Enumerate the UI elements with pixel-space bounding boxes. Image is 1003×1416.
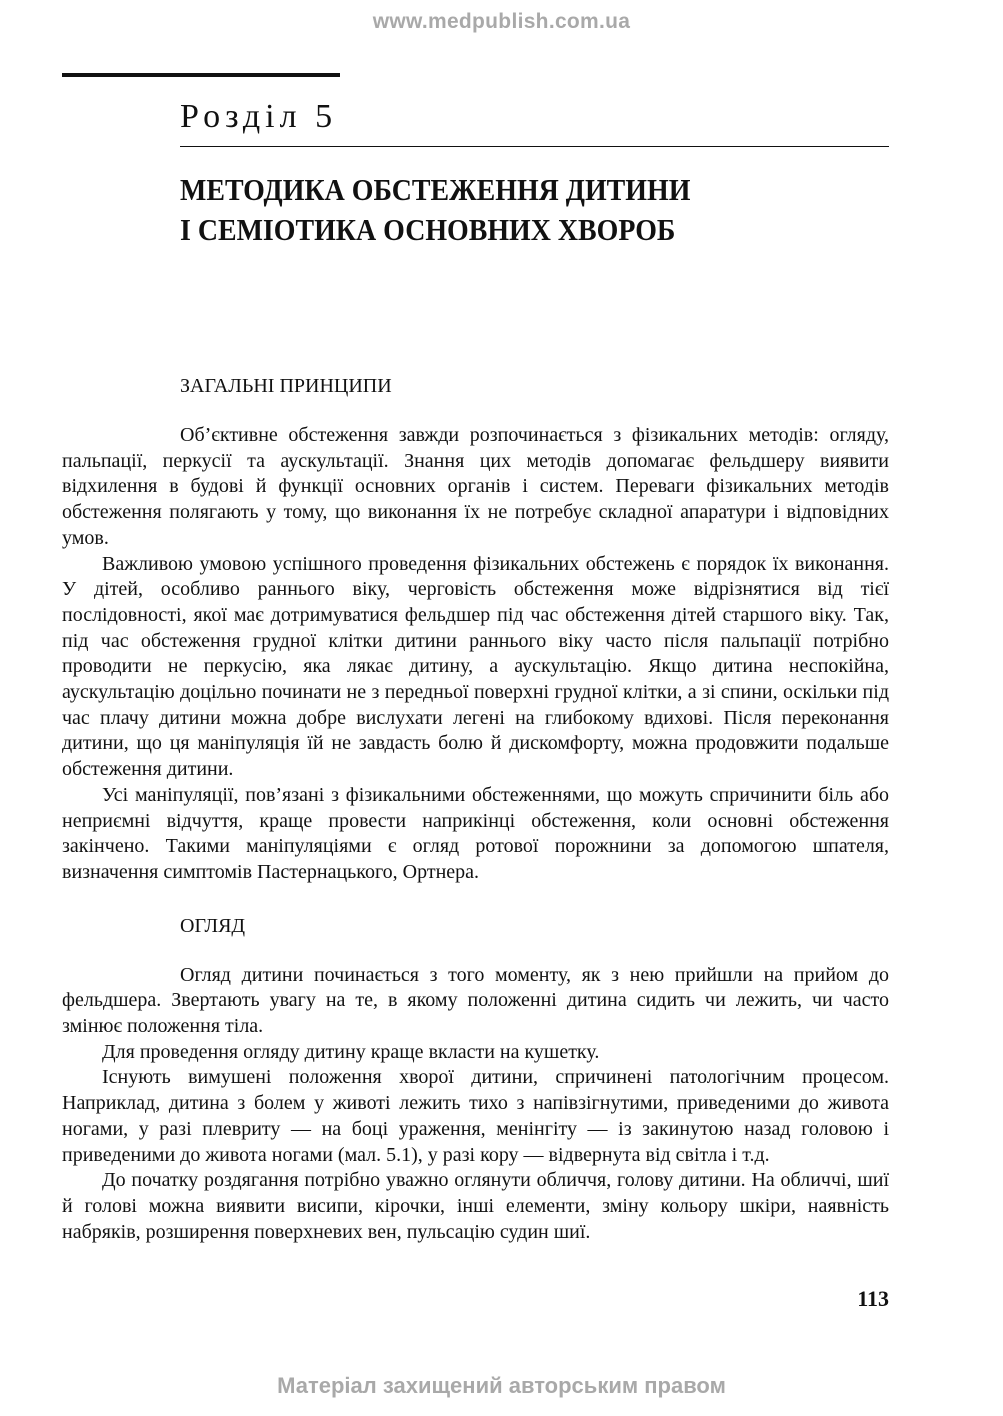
page-number: 113 xyxy=(857,1286,889,1311)
paragraph: Важливою умовою успішного проведення фізикальних обстежень є порядок їх виконання. У дітей, особливо раннього віку, черговість обстеження може відрізнятися від тієї послідовності, якої має дотримуватися фельдшер під час обстеження дітей старшого віку. Так, під час обстеження грудної клітки дитини раннього віку часто після пальпації потрібно проводити не перкусію, яка лякає дитину, а аускультацію. Якщо дитина неспокійна, аускультацію доцільно починати не з передньої поверхні грудної клітки, а зі спини, оскільки під час плачу дитини можна добре вислухати легені на глибокому вдихові. Після переконання дитини, що ця маніпуляція їй не завдасть болю й дискомфорту, можна продовжити подальше обстеження дитини. xyxy=(62,552,889,781)
chapter-title-line: І СЕМІОТИКА ОСНОВНИХ ХВОРОБ xyxy=(180,212,676,247)
footer-watermark: Матеріал захищений авторським правом xyxy=(277,1373,726,1398)
header-watermark: www.medpublish.com.ua xyxy=(372,10,631,33)
paragraph: До початку роздягання потрібно уважно оглянути обличчя, голову дитини. На обличчі, шиї й голові можна виявити висипи, кірочки, інші елементи, зміну кольору шкіри, наявність набряків, розширення поверхневих вен, пульсацію судин шиї. xyxy=(62,1169,889,1243)
paragraph: Для проведення огляду дитину краще вкласти на кушетку. xyxy=(102,1040,600,1063)
chapter-title xyxy=(180,170,818,250)
paragraph: Існують вимушені положення хворої дитини, спричинені патологічним процесом. Наприклад, дитина з болем у животі лежить тихо з напівзігнутими, приведеними до живота ногами, у разі плевриту — на боці ураження, менінгіту — із закинутою назад головою і приведеними до живота ногами (мал. 5.1), у разі кору — відвернута від світла і т.д. xyxy=(62,1066,889,1166)
paragraph: Об’єктивне обстеження завжди розпочинається з фізикальних методів: огляду, пальпації, перкусії та аускультації. Знання цих методів допомагає фельдшеру виявити відхилення в будові й функції основних органів і систем. Переваги фізикальних методів обстеження полягають у тому, що виконання їх не потребує складної апаратури і відповідних умов. xyxy=(62,424,889,549)
paragraph: Усі маніпуляції, пов’язані з фізикальними обстеженнями, що можуть спричинити біль або неприємні відчуття, краще провести наприкінці обстеження, коли основні обстеження закінчено. Такими маніпуляціями є огляд ротової порожнини за допомогою шпателя, визначення симптомів Пастернацького, Ортнера. xyxy=(62,783,889,883)
chapter-top-rule xyxy=(62,73,340,77)
chapter-label: Розділ 5 xyxy=(180,98,338,135)
section-heading: ЗАГАЛЬНІ ПРИНЦИПИ xyxy=(180,375,392,397)
paragraph: Огляд дитини починається з того моменту, як з нею прийшли на прийом до фельдшера. Звертають увагу на те, в якому положенні дитина сидить чи лежить, чи часто змінює положення тіла. xyxy=(62,963,889,1038)
chapter-divider xyxy=(180,146,889,147)
section-heading: ОГЛЯД xyxy=(180,914,246,937)
chapter-title-line: МЕТОДИКА ОБСТЕЖЕННЯ ДИТИНИ xyxy=(180,172,691,207)
body-text xyxy=(62,372,889,1245)
